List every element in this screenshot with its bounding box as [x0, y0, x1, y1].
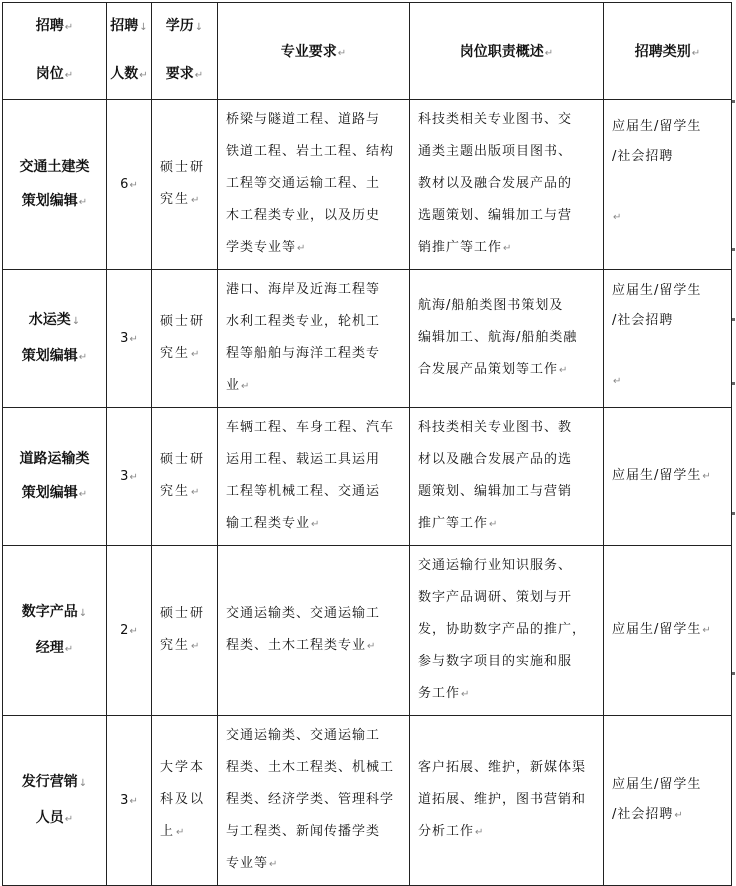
- margin-marker: [732, 318, 735, 321]
- header-duty: 岗位职责概述↵: [410, 3, 604, 100]
- table-row: [3, 546, 732, 716]
- position-cell: 道路运输类 策划编辑↵: [3, 408, 107, 546]
- major-cell: 交通运输类、交通运输工 程类、土木工程类专业↵: [218, 546, 410, 716]
- margin-marker: [732, 512, 735, 515]
- major-cell: 桥梁与隧道工程、道路与 铁道工程、岩土工程、结构 工程等交通运输工程、土 木工程类专业，以及历史 学类专业等↵: [218, 100, 410, 270]
- duty-cell: 科技类相关专业图书、交 通类主题出版项目图书、 教材以及融合发展产品的 选题策划、编辑加工与营 销推广等工作↵: [410, 100, 604, 270]
- margin-marker: [732, 382, 735, 385]
- category-cell: 应届生/留学生 /社会招聘↵: [604, 716, 732, 886]
- major-cell: 车辆工程、车身工程、汽车 运用工程、载运工具运用 工程等机械工程、交通运 输工程类专业↵: [218, 408, 410, 546]
- count-cell: 3↵: [107, 716, 152, 886]
- header-position: 招聘↵ 岗位↵: [3, 3, 107, 100]
- margin-marker: [732, 248, 735, 251]
- margin-marker: [732, 100, 735, 103]
- margin-marker: [732, 672, 735, 675]
- major-cell: 港口、海岸及近海工程等 水利工程类专业，轮机工 程等船舶与海洋工程类专 业↵: [218, 270, 410, 408]
- table-row: [3, 716, 732, 886]
- count-cell: 3↵: [107, 408, 152, 546]
- duty-cell: 客户拓展、维护，新媒体渠 道拓展、维护，图书营销和 分析工作↵: [410, 716, 604, 886]
- education-cell: 硕士研 究生↵: [152, 546, 218, 716]
- duty-cell: 航海/船舶类图书策划及 编辑加工、航海/船舶类融 合发展产品策划等工作↵: [410, 270, 604, 408]
- education-cell: 大学本 科及以 上↵: [152, 716, 218, 886]
- category-cell: 应届生/留学生↵: [604, 546, 732, 716]
- education-cell: 硕士研 究生↵: [152, 270, 218, 408]
- category-cell: 应届生/留学生↵: [604, 408, 732, 546]
- category-cell: 应届生/留学生 /社会招聘 ↵: [604, 270, 732, 408]
- duty-cell: 科技类相关专业图书、教 材以及融合发展产品的选 题策划、编辑加工与营销 推广等工作↵: [410, 408, 604, 546]
- education-cell: 硕士研 究生↵: [152, 100, 218, 270]
- table-row: [3, 100, 732, 270]
- header-major: 专业要求↵: [218, 3, 410, 100]
- position-cell: 数字产品↓ 经理↵: [3, 546, 107, 716]
- table-row: [3, 408, 732, 546]
- header-education: 学历↓ 要求↵: [152, 3, 218, 100]
- recruitment-table: [2, 2, 732, 886]
- table-row: [3, 270, 732, 408]
- major-cell: 交通运输类、交通运输工 程类、土木工程类、机械工 程类、经济学类、管理科学 与工程类、新闻传播学类 专业等↵: [218, 716, 410, 886]
- education-cell: 硕士研 究生↵: [152, 408, 218, 546]
- count-cell: 2↵: [107, 546, 152, 716]
- header-row: [3, 3, 732, 100]
- header-count: 招聘↓ 人数↵: [107, 3, 152, 100]
- position-cell: 水运类↓ 策划编辑↵: [3, 270, 107, 408]
- header-category: 招聘类别↵: [604, 3, 732, 100]
- position-cell: 发行营销↓ 人员↵: [3, 716, 107, 886]
- category-cell: 应届生/留学生 /社会招聘 ↵: [604, 100, 732, 270]
- count-cell: 3↵: [107, 270, 152, 408]
- duty-cell: 交通运输行业知识服务、 数字产品调研、策划与开 发，协助数字产品的推广， 参与数字项目的实施和服 务工作↵: [410, 546, 604, 716]
- position-cell: 交通土建类 策划编辑↵: [3, 100, 107, 270]
- count-cell: 6↵: [107, 100, 152, 270]
